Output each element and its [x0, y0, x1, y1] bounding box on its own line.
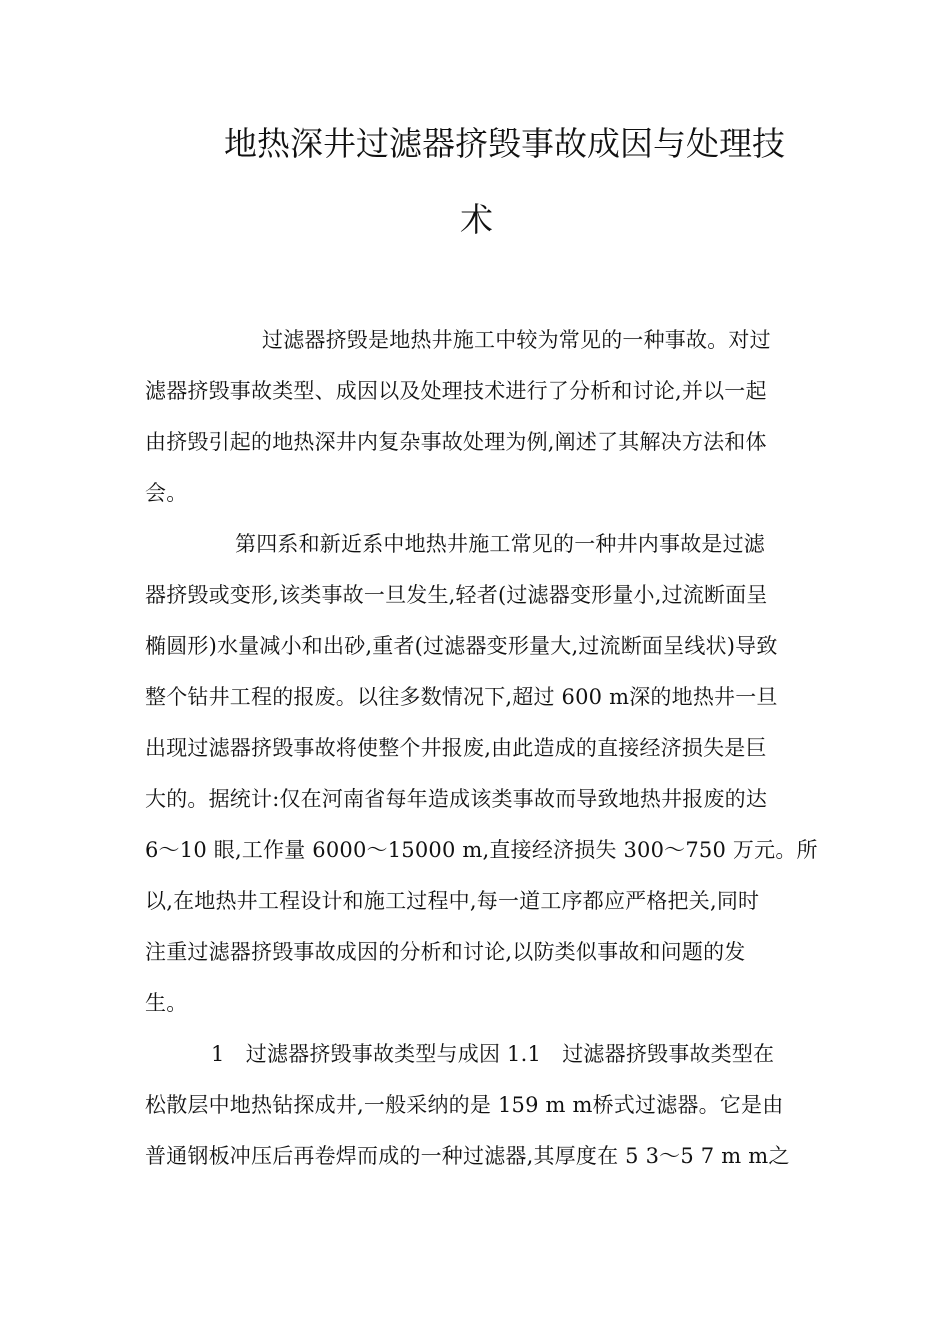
- abstract-line-2: 滤器挤毁事故类型、成因以及处理技术进行了分析和讨论,并以一起: [145, 379, 767, 403]
- body-line-1: 第四系和新近系中地热井施工常见的一种井内事故是过滤: [235, 532, 765, 556]
- section-line-1: 1 过滤器挤毁事故类型与成因 1.1 过滤器挤毁事故类型在: [211, 1042, 775, 1066]
- section-line-2: 松散层中地热钻探成井,一般采纳的是 159 m m桥式过滤器。它是由: [145, 1093, 784, 1117]
- body-line-5: 出现过滤器挤毁事故将使整个井报废,由此造成的直接经济损失是巨: [145, 736, 767, 760]
- body-line-3: 椭圆形)水量减小和出砂,重者(过滤器变形量大,过流断面呈线状)导致: [145, 634, 778, 658]
- section-line-3: 普通钢板冲压后再卷焊而成的一种过滤器,其厚度在 5 3～5 7 m m之: [145, 1144, 790, 1168]
- document-title-line-2: 术: [460, 200, 493, 239]
- body-line-8: 以,在地热井工程设计和施工过程中,每一道工序都应严格把关,同时: [145, 889, 760, 913]
- body-line-4: 整个钻井工程的报废。以往多数情况下,超过 600 m深的地热井一旦: [145, 685, 778, 709]
- abstract-line-3: 由挤毁引起的地热深井内复杂事故处理为例,阐述了其解决方法和体: [145, 430, 767, 454]
- body-line-6: 大的。据统计:仅在河南省每年造成该类事故而导致地热井报废的达: [145, 787, 768, 811]
- abstract-line-4: 会。: [145, 481, 188, 505]
- document-title-line-1: 地热深井过滤器挤毁事故成因与处理技: [224, 124, 785, 163]
- body-line-2: 器挤毁或变形,该类事故一旦发生,轻者(过滤器变形量小,过流断面呈: [145, 583, 768, 607]
- body-line-7: 6～10 眼,工作量 6000～15000 m,直接经济损失 300～750 万元。所: [145, 838, 818, 862]
- body-line-9: 注重过滤器挤毁事故成因的分析和讨论,以防类似事故和问题的发: [145, 940, 746, 964]
- body-line-10: 生。: [145, 991, 188, 1015]
- abstract-line-1: 过滤器挤毁是地热井施工中较为常见的一种事故。对过: [262, 328, 771, 352]
